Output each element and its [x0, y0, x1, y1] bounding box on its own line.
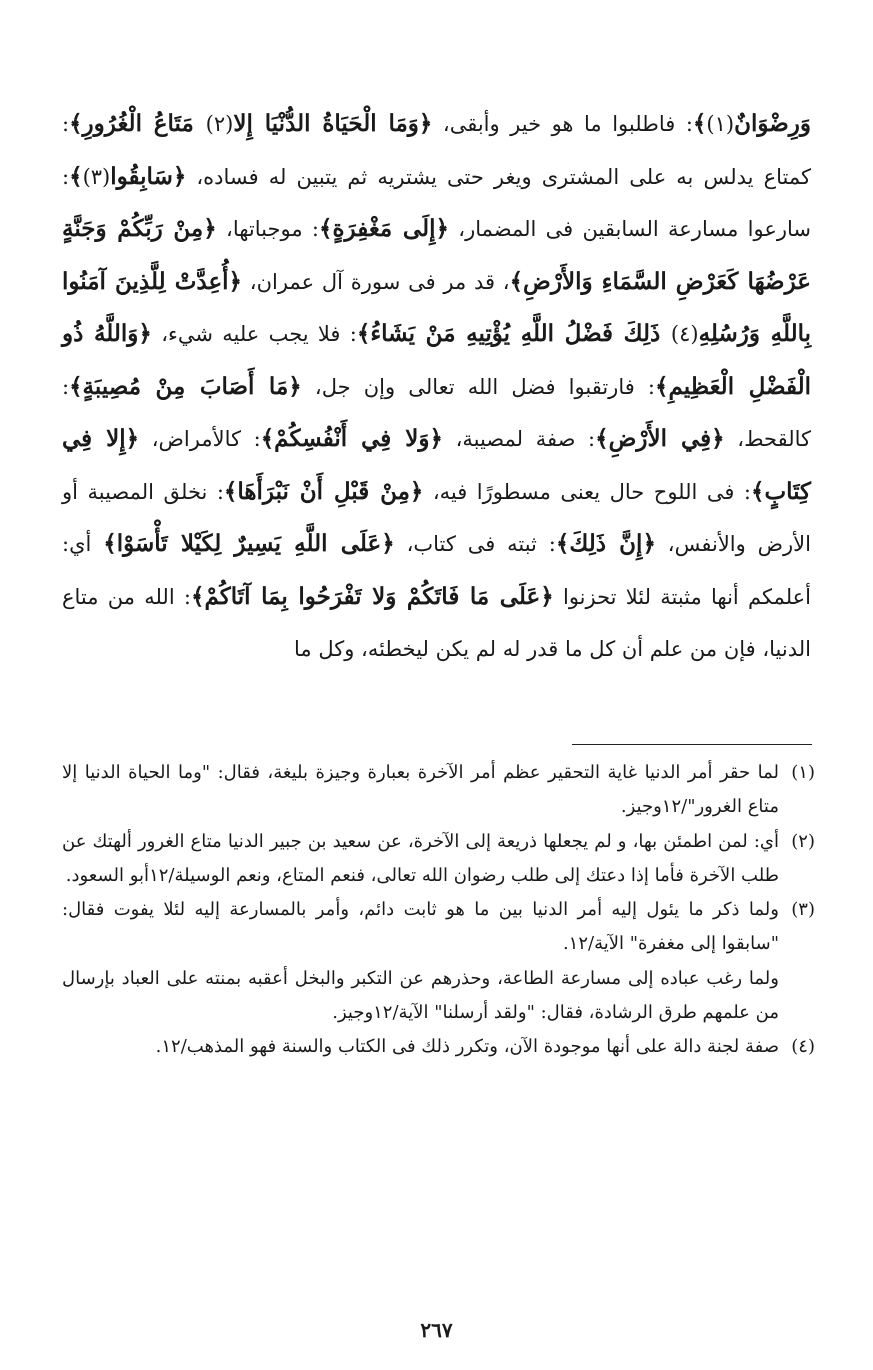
- quran-verse: مَتَاعُ الْغُرُورِ﴾: [69, 110, 206, 137]
- footnotes: [62, 756, 815, 1065]
- quran-verse: ﴾: [692, 110, 707, 137]
- commentary-text: : نخلق المصيبة أو الأرض والأنفس،: [62, 479, 811, 556]
- footnote-4: [62, 1030, 815, 1064]
- commentary-text: : كالقحط،: [62, 374, 811, 451]
- commentary-text: : كالأمراض،: [139, 427, 261, 451]
- footnote-number: (٣): [791, 899, 815, 921]
- quran-verse: ﴿وَاللَّهُ ذُو الْفَضْلِ الْعَظِيمِ﴾: [62, 320, 811, 400]
- quran-verse: ذَلِكَ فَضْلُ اللَّهِ يُؤْتِيهِ مَنْ يَشَاءُ﴾: [356, 320, 671, 347]
- quran-verse: ﴿مَا أَصَابَ مِنْ مُصِيبَةٍ﴾: [69, 372, 302, 400]
- footnote-text: أي: لمن اطمئن بها، و لم يجعلها ذريعة إلى الآخرة، عن سعيد بن جبير الدنيا متاع الغرور ألهتك عن طلب الآخرة فأما إذا دعتك إلى طلب رضوان الله تعالى، فنعم المتاع، ونعم الوسيلة/١٢أبو السعود.: [62, 830, 779, 886]
- quran-verse: ﴿وَمَا الْحَيَاةُ الدُّنْيَا إِلا: [233, 110, 433, 137]
- quran-verse: ﴿مِنْ قَبْلِ أَنْ نَبْرَأَهَا﴾: [223, 477, 424, 505]
- quran-verse: ﴿فِي الأَرْضِ﴾: [595, 425, 725, 452]
- quran-verse: ﴿عَلَى مَا فَاتَكُمْ وَلا تَفْرَحُوا بِمَا آتَاكُمْ﴾: [190, 582, 554, 610]
- commentary-text: : الله من متاع الدنيا، فإن من علم أن كل ما قدر له لم يكن ليخطئه، وكل ما: [62, 584, 811, 661]
- quran-verse: ﴿إِلا فِي كِتَابٍ﴾: [62, 425, 811, 505]
- quran-verse: ﴿وَلا فِي أَنْفُسِكُمْ﴾: [260, 425, 443, 452]
- footnote-number: (٤): [791, 1036, 815, 1058]
- commentary-text: (٢): [205, 112, 234, 136]
- commentary-text: : صفة لمصيبة،: [442, 427, 596, 451]
- footnote-3-continuation: [62, 962, 815, 1031]
- commentary-text: (١): [706, 112, 735, 136]
- quran-verse: ﴿سَابِقُوا: [110, 162, 187, 190]
- page-number: ٢٦٧: [420, 1318, 453, 1342]
- footnote-3: [62, 893, 815, 962]
- quran-verse: وَرِضْوَانٌ: [734, 110, 811, 137]
- quran-verse: ﴿مِنْ رَبِّكُمْ وَجَنَّةٍ عَرْضُهَا كَعَرْضِ السَّمَاءِ وَالأَرْضِ﴾: [62, 215, 811, 295]
- footnote-text: لما حقر أمر الدنيا غاية التحقير عظم أمر الآخرة بعبارة وجيزة بليغة، فقال: "وما الحياة الدنيا إلا متاع الغرور"/١٢وجيز.: [62, 762, 779, 818]
- quran-verse: ﴿إِلَى مَغْفِرَةٍ﴾: [318, 215, 449, 242]
- footnote-text: صفة لجنة دالة على أنها موجودة الآن، وتكرر ذلك فى الكتاب والسنة فهو المذهب/١٢.: [155, 1036, 779, 1058]
- commentary-text: (٣): [82, 164, 111, 189]
- commentary-text: : فاطلبوا ما هو خير وأبقى،: [432, 112, 693, 136]
- commentary-text: : فلا يجب عليه شيء،: [151, 322, 357, 346]
- commentary-text: : فارتقبوا فضل الله تعالى وإن جل،: [301, 374, 655, 399]
- commentary-text: : ثبته فى كتاب،: [394, 532, 556, 556]
- footnote-number: (٢): [791, 830, 815, 852]
- footnote-separator: [572, 744, 812, 745]
- quran-verse: ﴾: [69, 162, 83, 190]
- commentary-text: : كمتاع يدلس به على المشترى ويغر حتى يشتريه ثم يتبين له فساده،: [62, 112, 811, 189]
- footnote-text: ولما رغب عباده إلى مسارعة الطاعة، وحذرهم عن التكبر والبخل أعقبه بمنته على العباد بإرسال من علمهم طرق الرشادة، فقال: "ولقد أرسلنا" الآية/١٢وجيز.: [62, 967, 779, 1024]
- quran-verse: ﴿إِنَّ ذَلِكَ﴾: [555, 530, 656, 557]
- quran-verse: ﴿أُعِدَّتْ لِلَّذِينَ آمَنُوا بِاللَّهِ وَرُسُلِهِ: [62, 267, 811, 347]
- footnote-2: [62, 825, 815, 894]
- commentary-text: : موجباتها،: [216, 217, 319, 241]
- commentary-text: : سارعوا مسارعة السابقين فى المضمار،: [62, 164, 811, 241]
- commentary-text: (٤): [670, 322, 699, 346]
- footnote-text: ولما ذكر ما يئول إليه أمر الدنيا بين ما هو ثابت دائم، وأمر بالمسارعة إليه لئلا يفوت فقال: "سابقوا إلى مغفرة" الآية/١٢.: [62, 899, 779, 955]
- main-text: [62, 98, 811, 676]
- commentary-text: : فى اللوح حال يعنى مسطورًا فيه،: [423, 479, 751, 504]
- footnote-number: (١): [791, 762, 815, 783]
- commentary-text: ، قد مر فى سورة آل عمران،: [242, 269, 510, 294]
- commentary-text: أي: أعلمكم أنها مثبتة لئلا تحزنوا: [62, 532, 812, 609]
- footnote-1: [62, 756, 815, 825]
- quran-verse: ﴿عَلَى اللَّهِ يَسِيرٌ لِكَيْلا تَأْسَوْا﴾: [103, 530, 395, 557]
